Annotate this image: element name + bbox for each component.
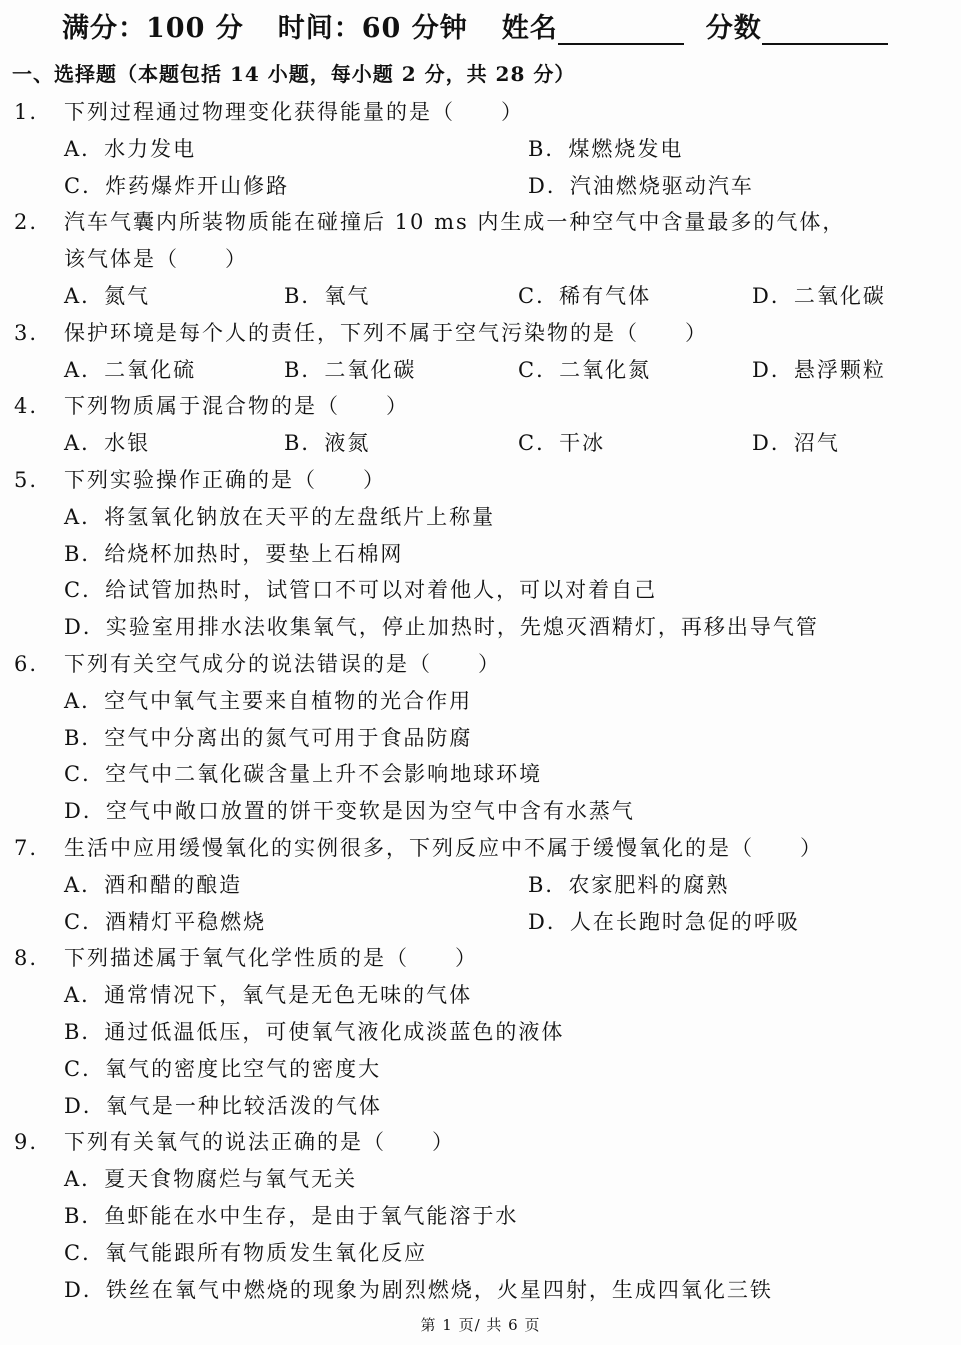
option-line (0, 904, 961, 941)
answer-option: B．空气中分离出的氮气可用于食品防腐 (64, 725, 473, 750)
option-line (0, 1051, 961, 1088)
answer-option: A．空气中氧气主要来自植物的光合作用 (64, 688, 473, 713)
question-number: 4. (14, 394, 39, 419)
answer-option: D．实验室用排水法收集氧气，停止加热时，先熄灭酒精灯，再移出导气管 (64, 615, 819, 640)
answer-option: C．二氧化氮 (518, 357, 652, 382)
answer-option: C．氧气能跟所有物质发生氧化反应 (64, 1240, 428, 1265)
question-line (0, 241, 961, 278)
question-text: 下列物质属于混合物的是（ ） (64, 394, 409, 419)
question-line (0, 940, 961, 977)
answer-option: D．沼气 (752, 431, 840, 456)
answer-option: D．铁丝在氧气中燃烧的现象为剧烈燃烧，火星四射，生成四氧化三铁 (64, 1277, 773, 1302)
option-line (0, 867, 961, 904)
question-text: 该气体是（ ） (64, 247, 248, 272)
option-line (0, 609, 961, 646)
question-line (0, 204, 961, 241)
answer-option: C．空气中二氧化碳含量上升不会影响地球环境 (64, 762, 543, 787)
question-line (0, 830, 961, 867)
section-title: 一、选择题（本题包括 14 小题，每小题 2 分，共 28 分） (12, 62, 576, 86)
answer-option: C．稀有气体 (518, 283, 652, 308)
question-number: 3. (14, 320, 39, 345)
name-blank[interactable] (558, 13, 684, 45)
question-text: 生活中应用缓慢氧化的实例很多，下列反应中不属于缓慢氧化的是（ ） (64, 835, 823, 860)
answer-option: B．鱼虾能在水中生存，是由于氧气能溶于水 (64, 1203, 519, 1228)
question-number: 8. (14, 946, 39, 971)
answer-option: C．炸药爆炸开山修路 (64, 173, 290, 198)
answer-option: D．人在长跑时急促的呼吸 (528, 909, 800, 934)
question-line (0, 646, 961, 683)
answer-option: B．二氧化碳 (284, 357, 417, 382)
option-line (0, 1161, 961, 1198)
question-text: 下列实验操作正确的是（ ） (64, 467, 386, 492)
answer-option: A．水银 (64, 431, 151, 456)
question-line (0, 388, 961, 425)
question-text: 汽车气囊内所装物质能在碰撞后 10 ms 内生成一种空气中含量最多的气体， (64, 210, 846, 235)
answer-option: C．干冰 (518, 431, 606, 456)
exam-time: 时间：60 分钟 (277, 13, 468, 44)
option-line (0, 1272, 961, 1309)
question-list (0, 94, 961, 1308)
question-text: 保护环境是每个人的责任，下列不属于空气污染物的是（ ） (64, 320, 708, 345)
answer-option: B．煤燃烧发电 (528, 136, 684, 161)
answer-option: B．氧气 (284, 283, 371, 308)
answer-option: A．将氢氧化钠放在天平的左盘纸片上称量 (64, 504, 496, 529)
exam-header (62, 6, 888, 46)
question-line (0, 1124, 961, 1161)
score-blank[interactable] (762, 13, 888, 45)
question-line (0, 94, 961, 131)
score-label: 分数 (705, 13, 762, 44)
question-text: 下列过程通过物理变化获得能量的是（ ） (64, 100, 524, 124)
question-number: 5. (14, 467, 39, 492)
option-line (0, 1235, 961, 1272)
question-text: 下列有关氧气的说法正确的是（ ） (64, 1130, 455, 1155)
option-line (0, 131, 961, 168)
question-line (0, 315, 961, 352)
option-line (0, 756, 961, 793)
option-line (0, 499, 961, 536)
answer-option: D．悬浮颗粒 (752, 357, 886, 382)
option-line (0, 977, 961, 1014)
answer-option: B．农家肥料的腐熟 (528, 872, 730, 897)
page-footer: 第 1 页/ 共 6 页 (420, 1316, 541, 1334)
answer-option: C．氧气的密度比空气的密度大 (64, 1056, 382, 1081)
option-line (0, 793, 961, 830)
answer-option: C．酒精灯平稳燃烧 (64, 909, 267, 934)
answer-option: C．给试管加热时，试管口不可以对着他人，可以对着自己 (64, 578, 658, 603)
answer-option: A．二氧化硫 (64, 357, 197, 382)
answer-option: A．夏天食物腐烂与氧气无关 (64, 1167, 358, 1192)
question-number: 9. (14, 1130, 39, 1155)
option-line (0, 1088, 961, 1125)
answer-option: A．酒和醋的酿造 (64, 872, 243, 897)
option-line (0, 425, 961, 462)
answer-option: A．氮气 (64, 283, 151, 308)
answer-option: A．通常情况下，氧气是无色无味的气体 (64, 983, 473, 1008)
question-text: 下列有关空气成分的说法错误的是（ ） (64, 651, 501, 676)
answer-option: D．氧气是一种比较活泼的气体 (64, 1093, 382, 1118)
question-number: 2. (14, 210, 39, 235)
answer-option: D．空气中敞口放置的饼干变软是因为空气中含有水蒸气 (64, 799, 635, 824)
question-number: 6. (14, 651, 39, 676)
option-line (0, 352, 961, 389)
option-line (0, 278, 961, 315)
answer-option: B．给烧杯加热时，要垫上石棉网 (64, 541, 404, 566)
question-number: 1. (14, 100, 39, 124)
option-line (0, 683, 961, 720)
name-label: 姓名 (501, 13, 558, 44)
answer-option: A．水力发电 (64, 136, 197, 161)
option-line (0, 572, 961, 609)
option-line (0, 168, 961, 205)
question-line (0, 462, 961, 499)
option-line (0, 1014, 961, 1051)
full-score: 满分：100 分 (62, 13, 244, 44)
option-line (0, 1198, 961, 1235)
answer-option: D．汽油燃烧驱动汽车 (528, 173, 754, 198)
answer-option: B．液氮 (284, 431, 371, 456)
question-number: 7. (14, 835, 39, 860)
option-line (0, 720, 961, 757)
answer-option: D．二氧化碳 (752, 283, 886, 308)
option-line (0, 536, 961, 573)
question-text: 下列描述属于氧气化学性质的是（ ） (64, 946, 478, 971)
answer-option: B．通过低温低压，可使氧气液化成淡蓝色的液体 (64, 1019, 565, 1044)
